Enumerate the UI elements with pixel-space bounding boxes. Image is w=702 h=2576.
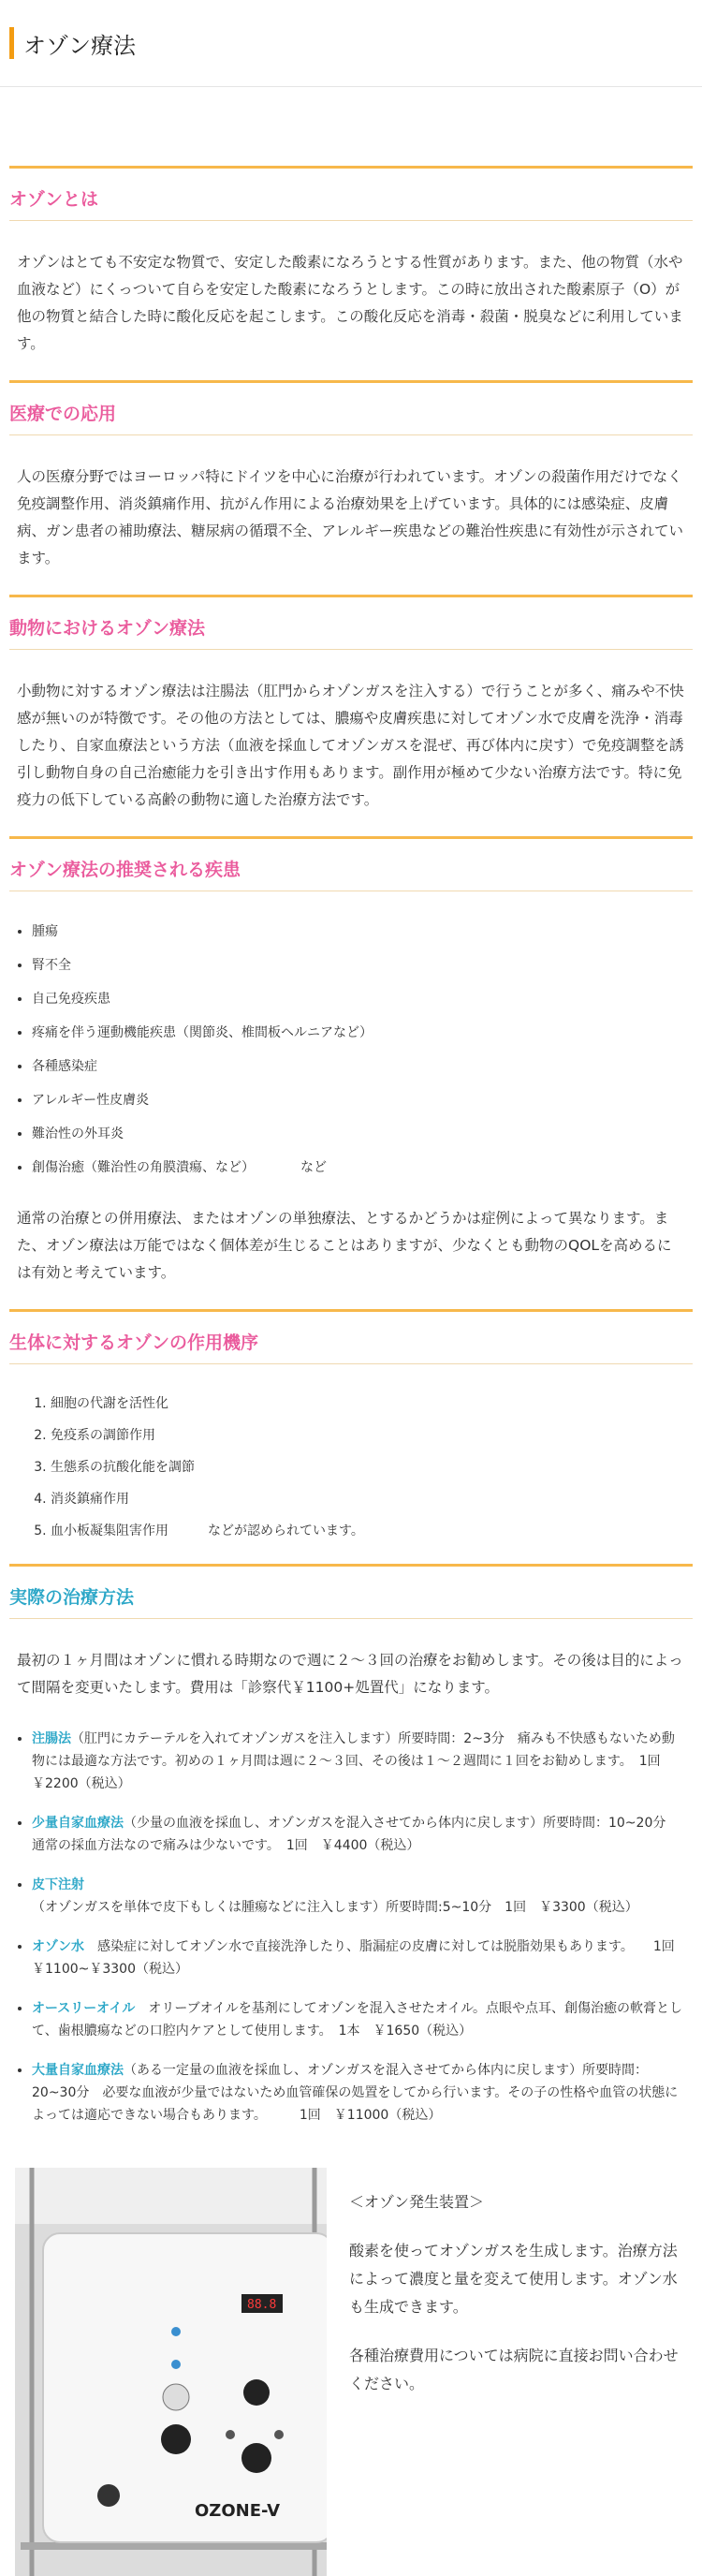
mechanism-list: [17, 1388, 685, 1547]
therapy-desc: 感染症に対してオゾン水で直接洗浄したり、脂漏症の皮膚に対しては脱脂効果もあります。 1回 ￥1100~￥3300（税込）: [32, 1939, 688, 1977]
section-title: 動物におけるオゾン療法: [9, 595, 693, 650]
list-item: 5. 血小板凝集阻害作用 などが認められています。: [51, 1515, 685, 1547]
list-item: 2. 免疫系の調節作用: [51, 1420, 685, 1451]
list-item: 3. 生態系の抗酸化能を調節: [51, 1451, 685, 1483]
section-title: オゾンとは: [9, 166, 693, 221]
device-display: 88.8: [247, 2298, 277, 2312]
list-item: • 自己免疫疾患: [32, 982, 685, 1016]
therapy-item: [32, 2059, 685, 2127]
therapy-item: [32, 1936, 688, 1980]
therapy-list: [17, 1728, 688, 2127]
section-animal: [0, 595, 702, 836]
therapy-item: [32, 1812, 685, 1857]
list-item: • 腫瘍: [32, 915, 685, 949]
section-treatment: [0, 1564, 702, 2153]
list-item: • 腎不全: [32, 949, 685, 982]
list-item: • アレルギー性皮膚炎: [32, 1083, 685, 1117]
section-title: オゾン療法の推奨される疾患: [9, 836, 693, 891]
section-text: 人の医療分野ではヨーロッパ特にドイツを中心に治療が行われています。オゾンの殺菌作用だけでなく免疫調整作用、消炎鎮痛作用、抗がん作用による治療効果を上げています。具体的には感染症、皮膚病、ガン患者の補助療法、糖尿病の循環不全、アレルギー疾患などの難治性疾患に有効性が示されています。: [17, 468, 683, 567]
therapy-desc: （少量の血液を採血し、オゾンガスを混入させてから体内に戻します）所要時間：10~20分 通常の採血方法なので痛みは少ないです。 1回 ￥4400（税込）: [32, 1816, 680, 1853]
list-item: 4. 消炎鎮痛作用: [51, 1483, 685, 1515]
therapy-desc: （ある一定量の血液を採血し、オゾンガスを混入させてから体内に戻します）所要時間：20~30分 必要な血液が少量ではないため血管確保の処置をしてから行います。その子の性格や血管の状態によっては適応できない場合もあります。 1回 ￥11000（税込）: [32, 2063, 679, 2123]
disease-list: [17, 915, 685, 1185]
therapy-name: オゾン水: [32, 1939, 84, 1954]
therapy-item: [32, 1997, 685, 2042]
section-title: 実際の治療方法: [9, 1564, 693, 1619]
therapy-desc: （オゾンガスを単体で皮下もしくは腫瘍などに注入します）所要時間:5~10分 1回 ￥3300（税込）: [32, 1900, 638, 1915]
ozone-device-illustration: [15, 2168, 327, 2576]
list-item: 1. 細胞の代謝を活性化: [51, 1388, 685, 1420]
section-note: 通常の治療との併用療法、またはオゾンの単独療法、とするかどうかは症例によって異なります。また、オゾン療法は万能ではなく個体差が生じることはありますが、少なくとも動物のQOLを高めるには有効と考えています。: [17, 1210, 672, 1281]
therapy-name: 大量自家血療法: [32, 2063, 124, 2078]
section-what: [0, 166, 702, 380]
therapy-name: オースリーオイル: [32, 2001, 136, 2016]
therapy-desc: （肛門にカテーテルを入れてオゾンガスを注入します）所要時間：2~3分 痛みも不快感もないため動物には最適な方法です。初めの１ヶ月間は週に２〜３回、その後は１〜２週間に１回をお勧めします。 1回 ￥2200（税込）: [32, 1731, 675, 1791]
list-item: • 創傷治癒（難治性の角膜潰瘍、など） など: [32, 1151, 685, 1185]
section-text: オゾンはとても不安定な物質で、安定した酸素になろうとする性質があります。また、他の物質（水や血液など）にくっついて自らを安定した酸素になろうとします。この時に放出された酸素原子（O）が他の物質と結合した時に酸化反応を起こします。この酸化反応を消毒・殺菌・脱臭などに利用しています。: [17, 254, 683, 352]
ozone-device-photo: [15, 2168, 327, 2576]
section-mechanism: [0, 1309, 702, 1564]
list-item: • 疼痛を伴う運動機能疾患（関節炎、椎間板ヘルニアなど）: [32, 1016, 685, 1050]
section-medical: [0, 380, 702, 595]
therapy-name: 皮下注射: [32, 1877, 84, 1892]
therapy-name: 少量自家血療法: [32, 1816, 124, 1831]
page-title: オゾン療法: [23, 32, 136, 59]
section-text: 小動物に対するオゾン療法は注腸法（肛門からオゾンガスを注入する）で行うことが多く、痛みや不快感が無いのが特徴です。その他の方法としては、膿瘍や皮膚疾患に対してオゾン水で皮膚を洗浄・消毒したり、自家血療法という方法（血液を採血してオゾンガスを混ぜ、再び体内に戻す）で免疫調整を誘引し動物自身の自己治癒能力を引き出す作用もあります。副作用が極めて少ない治療方法です。特に免疫力の低下している高齢の動物に適した治療方法です。: [17, 683, 684, 808]
list-item: • 難治性の外耳炎: [32, 1117, 685, 1151]
section-diseases: [0, 836, 702, 1309]
device-description: [327, 2168, 686, 2576]
therapy-name: 注腸法: [32, 1731, 71, 1746]
therapy-desc: オリーブオイルを基剤にしてオゾンを混入させたオイル。点眼や点耳、創傷治癒の軟膏として、歯根膿瘍などの口腔内ケアとして使用します。 1本 ￥1650（税込）: [32, 2001, 682, 2039]
page-header: [0, 0, 702, 87]
device-text-1: 酸素を使ってオゾンガスを生成します。治療方法によって濃度と量を変えて使用します。オゾン水も生成できます。: [349, 2242, 678, 2316]
section-title: 医療での応用: [9, 380, 693, 435]
device-text-2: 各種治療費用については病院に直接お問い合わせください。: [349, 2347, 679, 2392]
title-accent-bar: [9, 27, 14, 59]
device-brand: OZONE-V: [195, 2501, 281, 2521]
therapy-item: [32, 1728, 685, 1795]
section-text: 最初の１ヶ月間はオゾンに慣れる時期なので週に２〜３回の治療をお勧めします。その後は目的によって間隔を変更いたします。費用は「診察代￥1100+処置代」になります。: [17, 1652, 683, 1696]
device-caption: ＜オゾン発生装置＞: [349, 2193, 485, 2211]
therapy-item: [32, 1874, 685, 1919]
list-item: • 各種感染症: [32, 1050, 685, 1083]
device-block: [0, 2153, 702, 2576]
section-title: 生体に対するオゾンの作用機序: [9, 1309, 693, 1364]
